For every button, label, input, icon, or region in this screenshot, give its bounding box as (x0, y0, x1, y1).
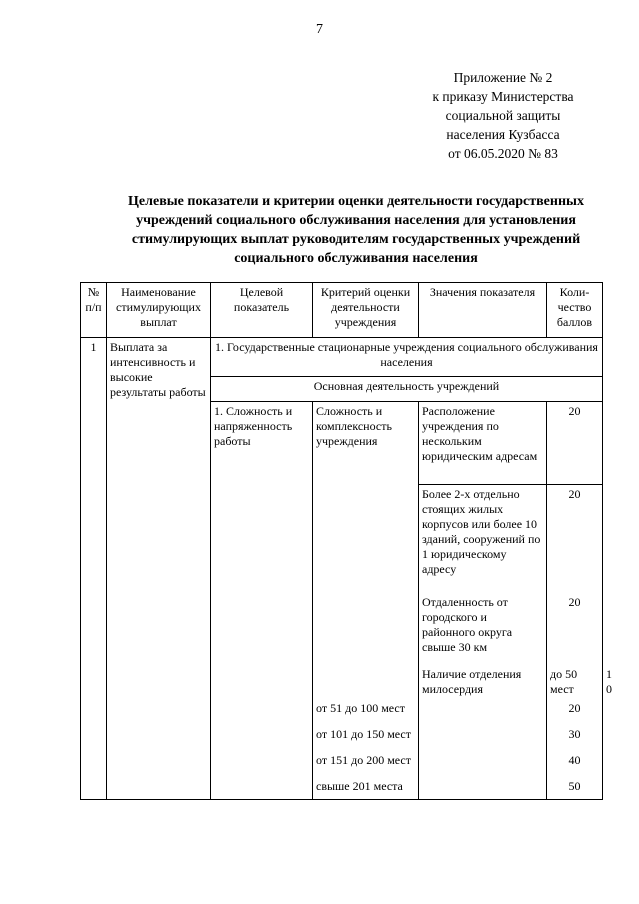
subsection-heading: Основная деятельность учреждений (211, 377, 603, 402)
value-cell: свыше 201 места (313, 777, 419, 800)
title-line: учреждений социального обслуживания населения для установления (136, 213, 576, 228)
score-cell: 20 (547, 485, 603, 594)
table-row: Наличие отделения милосердия до 50 мест 10 (81, 665, 603, 699)
title-line: социального обслуживания населения (234, 251, 478, 266)
criterion-cell: Сложность и комплексность учреждения (313, 402, 419, 700)
appendix-block (398, 68, 608, 163)
header-count: Коли-чество баллов (547, 283, 603, 338)
header-target: Целевой показатель (211, 283, 313, 338)
appendix-line: от 06.05.2020 № 83 (448, 146, 558, 161)
title-line: стимулирующих выплат руководителям государственных учреждений (131, 232, 581, 247)
table-header-row (81, 283, 603, 338)
appendix-line: Приложение № 2 (453, 70, 553, 85)
score-cell: 40 (547, 751, 603, 777)
header-name: Наименование стимулирующих выплат (107, 283, 211, 338)
value-cell: от 51 до 100 мест (313, 699, 419, 725)
target-cell: 1. Сложность и напряженность работы (211, 402, 313, 800)
section-heading: 1. Государственные стационарные учреждения социального обслуживания населения (211, 338, 603, 377)
header-num: № п/п (81, 283, 107, 338)
score-cell: 50 (547, 777, 603, 800)
row-number: 1 (81, 338, 107, 800)
score-cell: 20 (547, 699, 603, 725)
criterion-cell: Наличие отделения милосердия (419, 665, 547, 800)
value-cell: Отдаленность от городского и районного округа свыше 30 км (419, 593, 547, 665)
score-cell: 20 (547, 402, 603, 485)
value-cell: Более 2-х отдельно стоящих жилых корпусов или более 10 зданий, сооружений по 1 юридическому адресу (419, 485, 547, 594)
title-line: Целевые показатели и критерии оценки деятельности государственных (128, 194, 584, 209)
value-cell: Расположение учреждения по нескольким юридическим адресам (419, 402, 547, 485)
document-title (60, 192, 639, 268)
row-name: Выплата за интенсивность и высокие результаты работы (107, 338, 211, 800)
value-cell: до 50 мест (547, 665, 603, 699)
appendix-line: населения Кузбасса (446, 127, 560, 142)
header-values: Значения показателя (419, 283, 547, 338)
page-number: 7 (316, 22, 323, 37)
score-cell: 20 (547, 593, 603, 665)
appendix-line: социальной защиты (445, 108, 561, 123)
appendix-line: к приказу Министерства (432, 89, 574, 104)
criteria-table (80, 282, 612, 800)
value-cell: от 151 до 200 мест (313, 751, 419, 777)
score-cell: 30 (547, 725, 603, 751)
header-criterion: Критерий оценки деятельности учреждения (313, 283, 419, 338)
table-row (81, 338, 603, 377)
value-cell: от 101 до 150 мест (313, 725, 419, 751)
